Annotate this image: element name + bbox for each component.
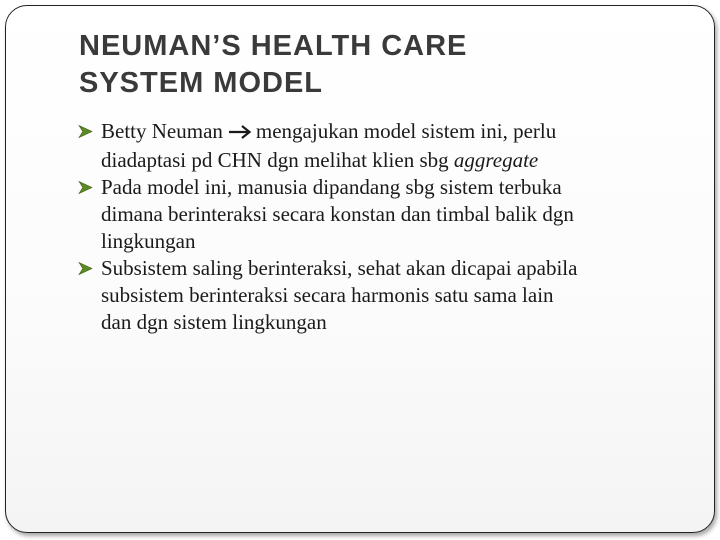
- title-line: SYSTEM MODEL: [79, 67, 324, 99]
- bullet-text: [101, 174, 688, 255]
- bullet-line: Pada model ini, manusia dipandang sbg sistem terbuka: [101, 175, 562, 199]
- bullet-item: [78, 255, 688, 336]
- bullet-item: [78, 174, 688, 255]
- bullet-line: [101, 147, 688, 174]
- bullet-text: [101, 118, 688, 174]
- bullet-text-segment: diadaptasi pd CHN dgn melihat klien sbg: [101, 148, 454, 172]
- checkmark-arrowhead-icon: [78, 255, 101, 282]
- bullet-line: Subsistem saling berinteraksi, sehat akan dicapai apabila: [101, 256, 578, 280]
- slide-title: [79, 28, 679, 102]
- right-arrow-icon: [228, 120, 252, 147]
- bullet-line: subsistem berinteraksi secara harmonis satu sama lain: [101, 283, 554, 307]
- checkmark-arrowhead-icon: [78, 118, 101, 145]
- bullet-text-segment: Betty Neuman: [101, 119, 223, 143]
- bullet-line: lingkungan: [101, 229, 196, 253]
- bullet-list: [78, 118, 688, 336]
- bullet-text: [101, 255, 688, 336]
- title-line: NEUMAN’S HEALTH CARE: [79, 30, 468, 62]
- bullet-text-segment: mengajukan model sistem ini, perlu: [255, 119, 557, 143]
- bullet-line: dan dgn sistem lingkungan: [101, 310, 327, 334]
- bullet-item: [78, 118, 688, 174]
- emphasized-term: aggregate: [453, 148, 539, 172]
- bullet-line: [101, 118, 688, 147]
- checkmark-arrowhead-icon: [78, 174, 101, 201]
- bullet-line: dimana berinteraksi secara konstan dan timbal balik dgn: [101, 202, 574, 226]
